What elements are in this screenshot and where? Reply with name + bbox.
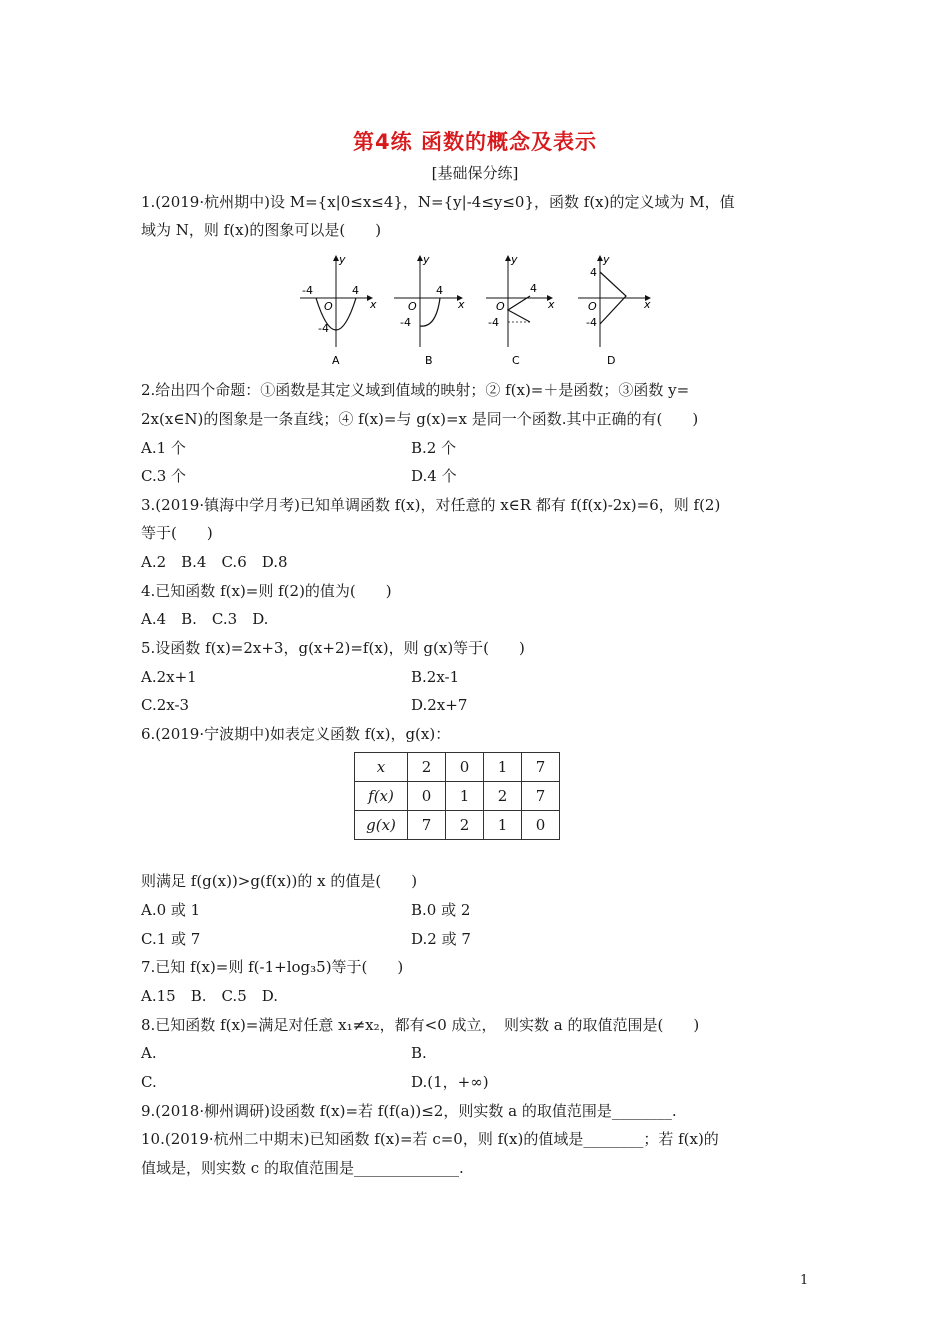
graph-a-y-label: y [339, 253, 346, 266]
graph-b-label: B [425, 354, 433, 367]
q3-options[interactable]: A.2 B.4 C.6 D.8 [141, 553, 288, 571]
graph-a[interactable] [300, 253, 377, 367]
table-cell: g(x) [355, 811, 408, 840]
q3-text-line2: 等于( ) [141, 524, 213, 542]
q6-option-a[interactable]: A.0 或 1 [141, 901, 201, 919]
graph-a-tick-neg4: -4 [302, 284, 313, 297]
table-row [355, 753, 560, 782]
graph-c-y-label: y [511, 253, 518, 266]
q5-option-c[interactable]: C.2x-3 [141, 696, 190, 714]
graph-d-tick-4: 4 [590, 266, 597, 279]
q7-options[interactable]: A.15 B. C.5 D. [141, 987, 278, 1005]
graph-d[interactable] [578, 253, 651, 367]
graph-b-y-label: y [423, 253, 430, 266]
q8-text: 8.已知函数 f(x)=满足对任意 x₁≠x₂，都有<0 成立， 则实数 a 的取值范围是( ) [141, 1016, 700, 1034]
table-cell: 1 [484, 811, 522, 840]
table-cell: 0 [408, 782, 446, 811]
table-cell: 1 [446, 782, 484, 811]
q4-options[interactable]: A.4 B. C.3 D. [141, 610, 269, 628]
graph-c-tick-neg4: -4 [488, 316, 499, 329]
table-cell: 1 [484, 753, 522, 782]
table-cell: 0 [522, 811, 560, 840]
q10-text-line1: 10.(2019·杭州二中期末)已知函数 f(x)=若 c=0，则 f(x)的值域是________；若 f(x)的 [141, 1130, 719, 1148]
q10-text-line2: 值域是，则实数 c 的取值范围是______________. [141, 1159, 464, 1177]
table-cell: 2 [484, 782, 522, 811]
q2-option-a[interactable]: A.1 个 [141, 439, 186, 457]
graph-a-tick-4: 4 [352, 284, 359, 297]
q3-text-line1: 3.(2019·镇海中学月考)已知单调函数 f(x)，对任意的 x∈R 都有 f(f(x)-2x)=6，则 f(2) [141, 496, 721, 514]
q5-text: 5.设函数 f(x)=2x+3，g(x+2)=f(x)，则 g(x)等于( ) [141, 639, 525, 657]
graph-d-y-label: y [603, 253, 610, 266]
graph-d-tick-neg4: -4 [586, 316, 597, 329]
q1-text-line1: 1.(2019·杭州期中)设 M={x|0≤x≤4}，N={y|-4≤y≤0}，函数 f(x)的定义域为 M，值 [141, 193, 735, 211]
table-cell: 7 [522, 782, 560, 811]
table-row [355, 811, 560, 840]
graph-c-x-label: x [548, 298, 555, 311]
graph-b-tick-neg4: -4 [400, 316, 411, 329]
table-cell: 7 [522, 753, 560, 782]
graph-b-x-label: x [458, 298, 465, 311]
graph-a-tick-y-neg4: -4 [318, 322, 329, 335]
q2-option-d[interactable]: D.4 个 [411, 467, 457, 485]
graph-b[interactable] [394, 253, 465, 367]
graph-c-label: C [512, 354, 520, 367]
graph-b-tick-4: 4 [436, 284, 443, 297]
q2-option-c[interactable]: C.3 个 [141, 467, 187, 485]
q2-text-line2: 2x(x∈N)的图象是一条直线；④ f(x)=与 g(x)=x 是同一个函数.其中正确的有( ) [141, 410, 699, 428]
page-title: 第4练 函数的概念及表示 [353, 130, 597, 154]
q4-text: 4.已知函数 f(x)=则 f(2)的值为( ) [141, 582, 392, 600]
table-cell: 0 [446, 753, 484, 782]
q2-text-line1: 2.给出四个命题：①函数是其定义域到值域的映射；② f(x)=＋是函数；③函数 y= [141, 381, 690, 399]
table-cell: x [355, 753, 408, 782]
table-cell: f(x) [355, 782, 408, 811]
graph-c-origin: O [496, 300, 505, 313]
section-heading: [基础保分练] [431, 164, 519, 182]
q7-text: 7.已知 f(x)=则 f(-1+log₃5)等于( ) [141, 958, 404, 976]
table-row [355, 782, 560, 811]
graph-d-origin: O [588, 300, 597, 313]
graph-c-lines [508, 296, 530, 322]
q5-option-d[interactable]: D.2x+7 [411, 696, 468, 714]
q6-text-line2: 则满足 f(g(x))>g(f(x))的 x 的值是( ) [141, 872, 418, 890]
graph-d-x-label: x [644, 298, 651, 311]
q6-option-c[interactable]: C.1 或 7 [141, 930, 201, 948]
q8-option-d[interactable]: D.(1，+∞) [411, 1073, 489, 1091]
q8-option-b[interactable]: B. [411, 1044, 427, 1062]
q8-option-a[interactable]: A. [141, 1044, 157, 1062]
function-table [354, 752, 560, 840]
q6-text-line1: 6.(2019·宁波期中)如表定义函数 f(x)，g(x)： [141, 725, 451, 743]
graph-a-x-label: x [370, 298, 377, 311]
q1-text-line2: 域为 N，则 f(x)的图象可以是( ) [141, 221, 382, 239]
table-cell: 2 [446, 811, 484, 840]
page-number: 1 [800, 1273, 809, 1288]
graph-b-origin: O [408, 300, 417, 313]
q9-text: 9.(2018·柳州调研)设函数 f(x)=若 f(f(a))≤2，则实数 a 的取值范围是________. [141, 1102, 677, 1120]
graph-c[interactable] [486, 253, 555, 367]
q6-option-d[interactable]: D.2 或 7 [411, 930, 471, 948]
graph-a-label: A [332, 354, 340, 367]
q8-option-c[interactable]: C. [141, 1073, 157, 1091]
q6-option-b[interactable]: B.0 或 2 [411, 901, 471, 919]
table-cell: 2 [408, 753, 446, 782]
graph-d-label: D [607, 354, 616, 367]
graph-b-curve [420, 298, 440, 326]
q5-option-a[interactable]: A.2x+1 [141, 668, 197, 686]
table-cell: 7 [408, 811, 446, 840]
q1-graph-options [290, 252, 660, 370]
graph-a-origin: O [324, 300, 333, 313]
graph-c-tick-4: 4 [530, 282, 537, 295]
q5-option-b[interactable]: B.2x-1 [411, 668, 460, 686]
q2-option-b[interactable]: B.2 个 [411, 439, 457, 457]
